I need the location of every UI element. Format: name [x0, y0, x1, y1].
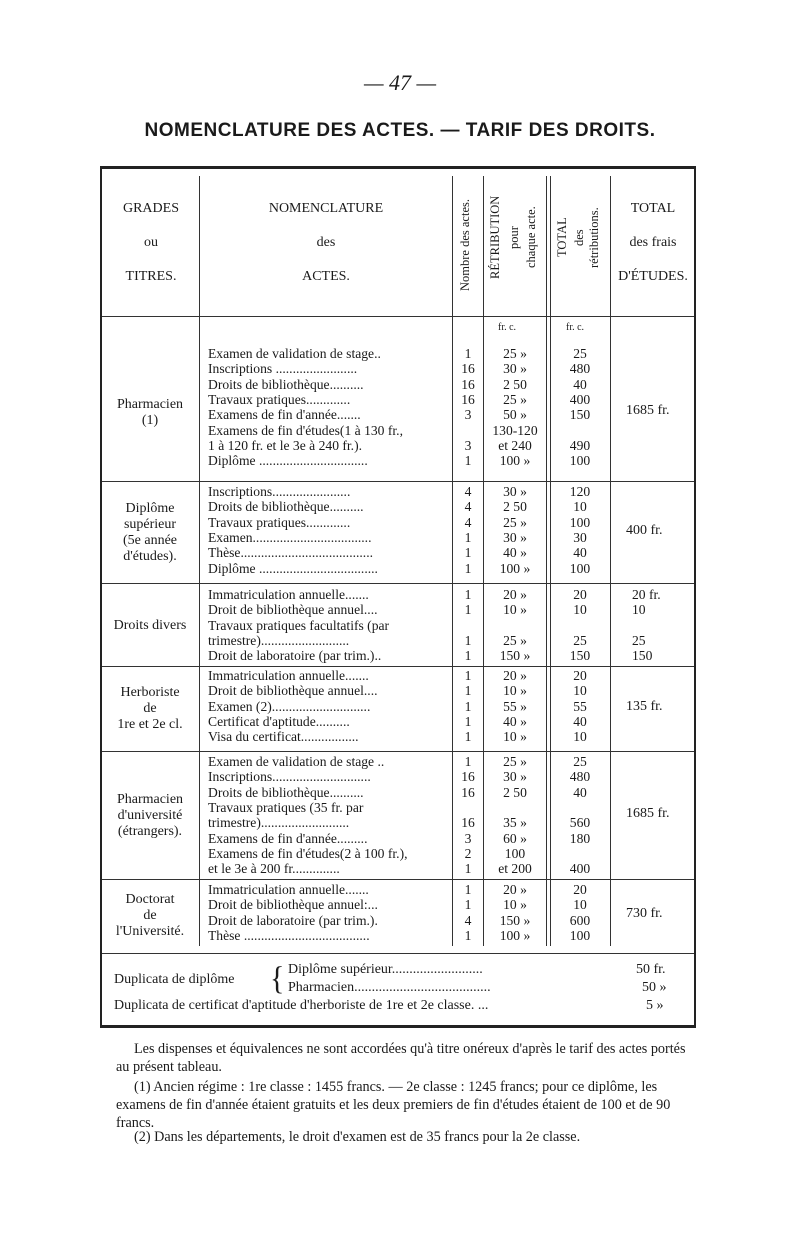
nombre-cell: 1 — [464, 729, 472, 745]
grade-name: Doctorat de l'Université. — [115, 892, 185, 939]
total-retribution-cell: 400 — [569, 391, 591, 407]
acte-label: Examen de validation de stage.. — [208, 346, 381, 361]
nombre-cell: 1 — [464, 453, 472, 469]
col-divider — [546, 176, 547, 946]
brace: { — [270, 960, 285, 997]
nombre-cell: 1 — [464, 602, 472, 618]
col-divider — [550, 176, 551, 946]
total-retribution-cell: 120 — [569, 484, 591, 499]
acte-label: Examens de fin d'année......... — [208, 830, 368, 846]
nombre-cell: 16 — [461, 769, 475, 785]
nombre-cell: 1 — [464, 754, 472, 769]
acte-label: Immatriculation annuelle....... — [208, 587, 369, 602]
nombre-cell: 4 — [464, 484, 472, 499]
acte-label: Inscriptions............................. — [208, 769, 371, 785]
retribution-cell: 40 » — [503, 713, 527, 729]
dup-certificat: Duplicata de certificat d'aptitude d'herboriste de 1re et 2e classe. ... — [114, 998, 489, 1013]
dup-diplome-sup-price: 50 fr. — [636, 962, 666, 977]
grade-name: Pharmacien (1) — [116, 397, 184, 428]
total-retribution-cell: 20 — [573, 587, 587, 602]
nombre-cell: 1 — [464, 632, 472, 648]
total-frais-cell: 10 — [632, 602, 646, 618]
total-retribution-cell: 100 — [569, 453, 591, 469]
total-retribution-cell: 100 — [569, 927, 591, 943]
nombre-cell: 3 — [464, 830, 472, 846]
total-frais-cell: 20 fr. — [632, 587, 661, 602]
retribution-cell: 25 » — [503, 514, 527, 530]
grade-name: Droits divers — [113, 618, 187, 633]
acte-label: Droit de bibliothèque annuel:... — [208, 897, 378, 913]
page-number: — 47 — — [363, 70, 437, 95]
acte-label: Examens de fin d'études(2 à 100 fr.), — [208, 845, 408, 861]
total-retribution-cell: 25 — [573, 346, 587, 361]
total-retribution-cell: 150 — [569, 407, 591, 423]
retribution-cell: 100 » — [499, 560, 531, 576]
nombre-cell: 1 — [464, 560, 472, 576]
total-retribution-cell: 40 — [573, 545, 587, 561]
total-retribution-cell: 20 — [573, 668, 587, 683]
retribution-cell: 10 » — [503, 683, 527, 699]
acte-label: Inscriptions....................... — [208, 484, 351, 499]
nombre-cell: 1 — [464, 683, 472, 699]
acte-label: trimestre).......................... — [208, 815, 350, 831]
total-retribution-cell: 30 — [573, 529, 587, 545]
dup-diplome-sup: Diplôme supérieur.......................... — [288, 962, 483, 977]
nombre-cell: 1 — [464, 668, 472, 683]
nombre-cell: 1 — [464, 927, 472, 943]
acte-label: Thèse ..................................... — [208, 927, 370, 943]
unit-label: fr. c. — [566, 322, 585, 333]
note-2: (2) Dans les départements, le droit d'examen est de 35 francs pour la 2e classe. — [134, 1129, 581, 1145]
retribution-cell: 25 » — [503, 346, 527, 361]
total-retribution-cell: 180 — [569, 830, 591, 846]
note-1: (1) Ancien régime : 1re classe : 1455 francs. — 2e classe : 1245 francs; pour ce diplôme, les examens de fin d'année étaient gratuits et les deux premiers de fin d'études étaient de 100 et de 90 francs. — [116, 1079, 671, 1131]
retribution-cell: 50 » — [503, 407, 527, 423]
nombre-cell: 4 — [464, 514, 472, 530]
acte-label: Immatriculation annuelle....... — [208, 882, 369, 897]
nombre-cell: 1 — [464, 529, 472, 545]
retribution-cell: 10 » — [503, 897, 527, 913]
col-divider — [610, 176, 611, 946]
retribution-cell: et 240 — [498, 437, 532, 453]
col-divider — [452, 176, 453, 946]
retribution-cell: 25 » — [503, 391, 527, 407]
nombre-cell: 16 — [461, 376, 475, 392]
retribution-cell: 25 » — [503, 754, 527, 769]
nombre-cell: 4 — [464, 499, 472, 515]
nombre-cell: 1 — [464, 346, 472, 361]
total-retribution-cell: 480 — [569, 361, 591, 377]
nombre-cell: 1 — [464, 545, 472, 561]
retribution-cell: 20 » — [503, 587, 527, 602]
acte-label: Immatriculation annuelle....... — [208, 668, 369, 683]
grade-name: Herboriste de 1re et 2e cl. — [117, 685, 183, 732]
acte-label: Examen................................... — [208, 529, 372, 545]
acte-label: Examen de validation de stage .. — [208, 754, 385, 769]
total-retribution-cell: 10 — [573, 499, 587, 515]
nombre-cell: 1 — [464, 713, 472, 729]
nombre-cell: 3 — [464, 437, 472, 453]
dup-certificat-price: 5 » — [646, 998, 664, 1013]
retribution-cell: 10 » — [503, 729, 527, 745]
total-retribution-cell: 10 — [573, 683, 587, 699]
acte-label: Travaux pratiques (35 fr. par — [208, 799, 364, 815]
acte-label: Droits de bibliothèque.......... — [208, 499, 364, 515]
nombre-cell: 16 — [461, 784, 475, 800]
total-frais-cell: 150 — [632, 648, 653, 664]
retribution-cell: 20 » — [503, 882, 527, 897]
retribution-cell: 30 » — [503, 769, 527, 785]
retribution-cell: 30 » — [503, 361, 527, 377]
acte-label: trimestre).......................... — [208, 632, 350, 648]
total-retribution-cell: 10 — [573, 897, 587, 913]
total-retribution-cell: 100 — [569, 514, 591, 530]
retribution-cell: 100 — [504, 845, 526, 861]
total-retribution-cell: 100 — [569, 560, 591, 576]
retribution-cell: 60 » — [503, 830, 527, 846]
footer-divider — [102, 953, 694, 954]
total-retribution-cell: 600 — [569, 912, 591, 928]
retribution-cell: 150 » — [499, 648, 531, 664]
nombre-cell: 2 — [464, 845, 472, 861]
total-frais-group: 730 fr. — [626, 906, 663, 921]
nombre-cell: 3 — [464, 407, 472, 423]
nombre-cell: 1 — [464, 698, 472, 714]
total-frais-cell: 25 — [632, 632, 646, 648]
total-frais-group: 1685 fr. — [626, 403, 670, 418]
acte-label: Diplôme ................................... — [208, 560, 378, 576]
acte-label: Travaux pratiques............. — [208, 514, 351, 530]
acte-label: Travaux pratiques............. — [208, 391, 351, 407]
nombre-cell: 1 — [464, 861, 472, 877]
retribution-cell: 30 » — [503, 529, 527, 545]
acte-label: Droits de bibliothèque.......... — [208, 784, 364, 800]
retribution-cell: 25 » — [503, 632, 527, 648]
col-divider — [483, 176, 484, 946]
retribution-cell: 35 » — [503, 815, 527, 831]
acte-label: Visa du certificat................. — [208, 729, 359, 745]
nombre-cell: 16 — [461, 361, 475, 377]
acte-label: Droit de bibliothèque annuel.... — [208, 683, 378, 699]
retribution-cell: 10 » — [503, 602, 527, 618]
acte-label: Examens de fin d'année....... — [208, 407, 361, 423]
nombre-cell: 4 — [464, 912, 472, 928]
header-nombre: Nombre des actes. — [458, 199, 472, 291]
note-dispenses: Les dispenses et équivalences ne sont accordées qu'à titre onéreux d'après le tarif des actes portés au présent tableau. — [116, 1041, 686, 1075]
acte-label: 1 à 120 fr. et le 3e à 240 fr.). — [208, 437, 363, 453]
total-retribution-cell: 480 — [569, 769, 591, 785]
retribution-cell: 2 50 — [503, 376, 527, 392]
nombre-cell: 1 — [464, 897, 472, 913]
acte-label: Travaux pratiques facultatifs (par — [208, 617, 390, 633]
grade-name: Diplôme supérieur (5e année d'études). — [122, 501, 178, 564]
acte-label: et le 3e à 200 fr.............. — [208, 861, 340, 877]
acte-label: Diplôme ................................ — [208, 453, 368, 469]
retribution-cell: 100 » — [499, 453, 531, 469]
group-divider — [102, 481, 694, 482]
retribution-cell: 130-120 — [492, 422, 538, 438]
acte-label: Certificat d'aptitude.......... — [208, 713, 350, 729]
retribution-cell: 20 » — [503, 668, 527, 683]
dup-pharmacien: Pharmacien....................................... — [288, 980, 491, 995]
total-retribution-cell: 150 — [569, 648, 591, 664]
retribution-cell: et 200 — [498, 861, 532, 877]
group-divider — [102, 583, 694, 584]
total-frais-group: 1685 fr. — [626, 806, 670, 821]
total-retribution-cell: 40 — [573, 713, 587, 729]
retribution-cell: 55 » — [503, 698, 527, 714]
acte-label: Inscriptions ........................ — [208, 361, 358, 377]
retribution-cell: 30 » — [503, 484, 527, 499]
grade-name: Pharmacien d'université (étrangers). — [116, 792, 184, 839]
page-title: NOMENCLATURE DES ACTES. — TARIF DES DROITS. — [144, 120, 656, 141]
retribution-cell: 100 » — [499, 927, 531, 943]
unit-label: fr. c. — [498, 322, 517, 333]
total-retribution-cell: 10 — [573, 602, 587, 618]
acte-label: Examens de fin d'études(1 à 130 fr., — [208, 422, 403, 438]
acte-label: Droits de bibliothèque.......... — [208, 376, 364, 392]
group-divider — [102, 879, 694, 880]
total-retribution-cell: 55 — [573, 698, 587, 714]
total-retribution-cell: 10 — [573, 729, 587, 745]
acte-label: Droit de laboratoire (par trim.). — [208, 912, 378, 928]
nombre-cell: 16 — [461, 391, 475, 407]
nombre-cell: 1 — [464, 587, 472, 602]
retribution-cell: 2 50 — [503, 784, 527, 800]
retribution-cell: 2 50 — [503, 499, 527, 515]
acte-label: Droit de laboratoire (par trim.).. — [208, 648, 382, 664]
total-retribution-cell: 25 — [573, 632, 587, 648]
total-frais-group: 400 fr. — [626, 523, 663, 538]
nombre-cell: 1 — [464, 648, 472, 664]
total-retribution-cell: 40 — [573, 376, 587, 392]
group-divider — [102, 751, 694, 752]
acte-label: Examen (2)............................. — [208, 698, 371, 714]
nombre-cell: 16 — [461, 815, 475, 831]
group-divider — [102, 666, 694, 667]
total-retribution-cell: 25 — [573, 754, 587, 769]
acte-label: Droit de bibliothèque annuel.... — [208, 602, 378, 618]
dup-pharmacien-price: 50 » — [642, 980, 667, 995]
total-retribution-cell: 40 — [573, 784, 587, 800]
total-retribution-cell: 20 — [573, 882, 587, 897]
nombre-cell: 1 — [464, 882, 472, 897]
total-retribution-cell: 490 — [569, 437, 591, 453]
retribution-cell: 150 » — [499, 912, 531, 928]
acte-label: Thèse....................................... — [208, 545, 373, 561]
total-retribution-cell: 560 — [569, 815, 591, 831]
total-frais-group: 135 fr. — [626, 699, 663, 714]
duplicata-label: Duplicata de diplôme — [114, 972, 235, 987]
retribution-cell: 40 » — [503, 545, 527, 561]
header-divider — [102, 316, 694, 317]
total-retribution-cell: 400 — [569, 861, 591, 877]
